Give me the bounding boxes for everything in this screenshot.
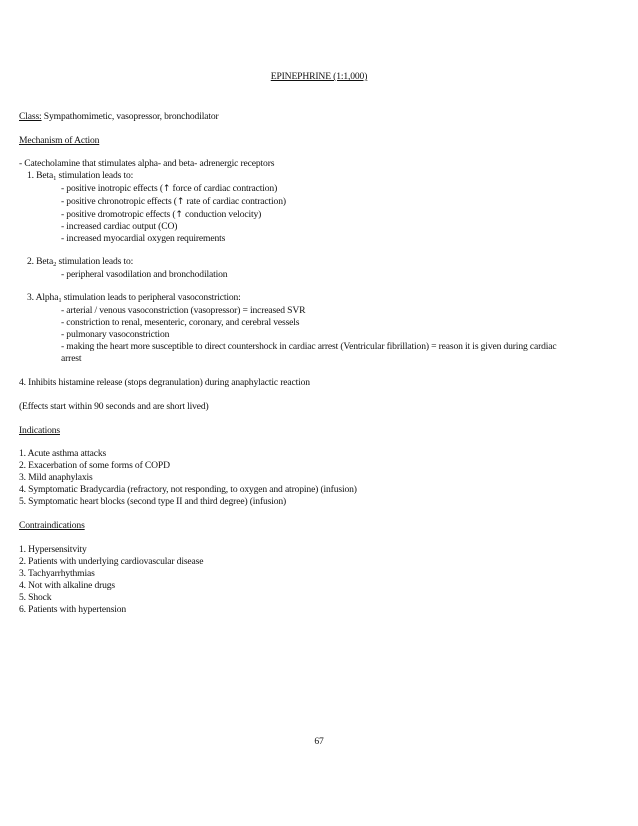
mechanism-intro: - Catecholamine that stimulates alpha- and beta- adrenergic receptors [19, 158, 275, 169]
contraindication-item: 4. Not with alkaline drugs [19, 580, 116, 591]
indications-heading: Indications [19, 425, 60, 436]
class-line [19, 111, 219, 123]
contraindication-item: 3. Tachyarrhythmias [19, 568, 95, 579]
mechanism-heading: Mechanism of Action [19, 135, 100, 146]
alpha1-heading: 3. Alpha$_1$ stimulation leads to peripheral vasoconstriction: [27, 292, 241, 304]
beta2-heading: 2. Beta$_2$ stimulation leads to: [27, 256, 134, 268]
beta1-effect: - increased cardiac output (CO) [61, 221, 178, 232]
up-arrow-icon: ↑ [175, 210, 183, 220]
onset-note: (Effects start within 90 seconds and are short lived) [19, 401, 209, 412]
contraindication-item: 5. Shock [19, 592, 52, 603]
beta1-effect: - positive dromotropic effects (↑ conduction velocity) [61, 209, 262, 220]
beta1-effect: - positive inotropic effects (↑ force of cardiac contraction) [61, 183, 278, 194]
indication-item: 3. Mild anaphylaxis [19, 472, 93, 483]
alpha1-effect: - making the heart more susceptible to direct countershock in cardiac arrest (Ventricular fibrillation) = reason it is given during cardiac [61, 341, 557, 352]
indication-item: 1. Acute asthma attacks [19, 448, 107, 459]
page-title: EPINEPHRINE (1:1,000) [270, 71, 368, 82]
contraindications-heading: Contraindications [19, 520, 85, 531]
up-arrow-icon: ↑ [162, 184, 171, 194]
alpha1-effect: - constriction to renal, mesenteric, coronary, and cerebral vessels [61, 317, 300, 328]
indication-item: 4. Symptomatic Bradycardia (refractory, not responding, to oxygen and atropine) (infusion) [19, 484, 357, 495]
class-text: Sympathomimetic, vasopressor, bronchodilator [41, 111, 219, 122]
alpha1-effect: - pulmonary vasoconstriction [61, 329, 170, 340]
beta1-effect: - positive chronotropic effects (↑ rate of cardiac contraction) [61, 196, 286, 207]
beta1-heading: 1. Beta$_1$ stimulation leads to: [27, 170, 134, 182]
class-label: Class: [19, 111, 42, 122]
alpha1-effect: arrest [61, 353, 82, 364]
indication-item: 2. Exacerbation of some forms of COPD [19, 460, 170, 471]
indication-item: 5. Symptomatic heart blocks (second type II and third degree) (infusion) [19, 496, 287, 507]
histamine-line: 4. Inhibits histamine release (stops degranulation) during anaphylactic reaction [19, 377, 310, 388]
contraindication-item: 2. Patients with underlying cardiovascular disease [19, 556, 204, 567]
page-number: 67 [314, 736, 324, 747]
alpha1-effect: - arterial / venous vasoconstriction (vasopressor) = increased SVR [61, 305, 306, 316]
beta2-effect: - peripheral vasodilation and bronchodilation [61, 269, 228, 280]
beta1-effect: - increased myocardial oxygen requirements [61, 233, 226, 244]
contraindication-item: 1. Hypersensitvity [19, 544, 87, 555]
up-arrow-icon: ↑ [176, 197, 185, 207]
contraindication-item: 6. Patients with hypertension [19, 604, 127, 615]
